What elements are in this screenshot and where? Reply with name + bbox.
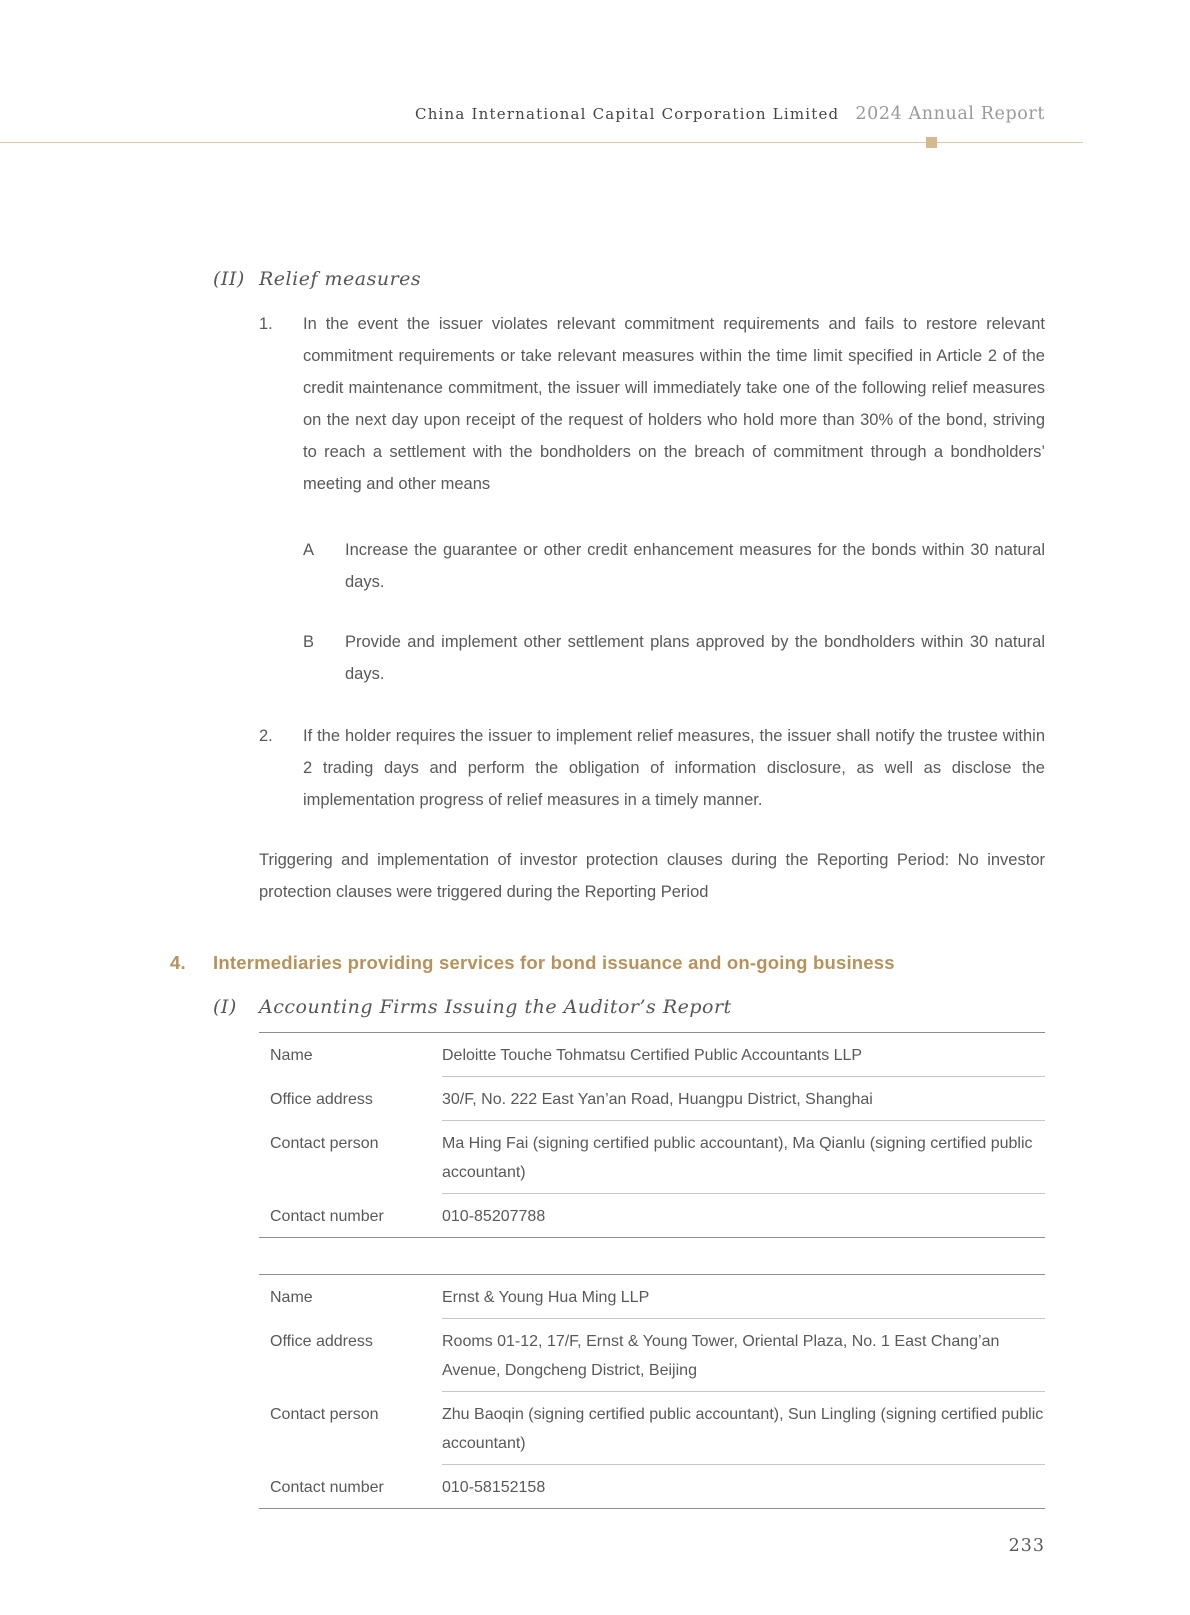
section-ii-title: Relief measures bbox=[259, 268, 422, 290]
row-label: Contact number bbox=[270, 1479, 384, 1496]
item-1-number: 1. bbox=[259, 315, 273, 333]
section-ii-label: (II) bbox=[213, 268, 245, 290]
table-row bbox=[259, 1319, 1045, 1392]
page-number: 233 bbox=[1008, 1536, 1045, 1556]
row-label: Contact number bbox=[270, 1208, 384, 1225]
item-1-text: In the event the issuer violates relevant commitment requirements and fails to restore relevant commitment requirements or take relevant measures within the time limit specified in Article 2 of the credit maintenance commitment, the issuer will immediately take one of the following relief measures on the next day upon receipt of the request of holders who hold more than 30% of the bond, striving to reach a settlement with the bondholders on the breach of commitment through a bondholders’ meeting and other means bbox=[303, 315, 1045, 493]
item-2-number: 2. bbox=[259, 727, 273, 745]
accounting-firm-table-2 bbox=[259, 1274, 1045, 1509]
header-rule bbox=[0, 142, 1083, 143]
row-label: Office address bbox=[270, 1333, 373, 1350]
table-row bbox=[259, 1033, 1045, 1077]
item-b-text: Provide and implement other settlement plans approved by the bondholders within 30 natural days. bbox=[345, 633, 1045, 683]
row-value: Ma Hing Fai (signing certified public accountant), Ma Qianlu (signing certified public accountant) bbox=[442, 1121, 1045, 1194]
page-header bbox=[0, 104, 1045, 124]
table-row bbox=[259, 1275, 1045, 1319]
section-ii-heading bbox=[213, 268, 1190, 290]
table-row bbox=[259, 1121, 1045, 1194]
report-title: 2024 Annual Report bbox=[855, 104, 1045, 124]
section-i-title: Accounting Firms Issuing the Auditor’s Report bbox=[259, 996, 732, 1018]
row-value: Ernst & Young Hua Ming LLP bbox=[442, 1275, 1045, 1319]
section-i-heading bbox=[213, 996, 1190, 1018]
lettered-item-b bbox=[303, 626, 1045, 690]
row-value: 010-85207788 bbox=[442, 1208, 546, 1225]
row-label: Name bbox=[270, 1289, 313, 1306]
row-value: 010-58152158 bbox=[442, 1479, 546, 1496]
numbered-item-1 bbox=[259, 308, 1045, 500]
item-2-text: If the holder requires the issuer to implement relief measures, the issuer shall notify the trustee within 2 trading days and perform the obligation of information disclosure, as well as disclose the implementation progress of relief measures in a timely manner. bbox=[303, 727, 1045, 809]
table-row bbox=[259, 1465, 1045, 1509]
section-4-title: Intermediaries providing services for bond issuance and on-going business bbox=[213, 952, 895, 973]
row-label: Office address bbox=[270, 1091, 373, 1108]
section-4-heading bbox=[170, 952, 1045, 974]
table-row bbox=[259, 1077, 1045, 1121]
accounting-firm-table-1 bbox=[259, 1032, 1045, 1238]
row-value: Rooms 01-12, 17/F, Ernst & Young Tower, Oriental Plaza, No. 1 East Chang’an Avenue, Dongcheng District, Beijing bbox=[442, 1319, 1045, 1392]
table-row bbox=[259, 1194, 1045, 1238]
item-a-text: Increase the guarantee or other credit enhancement measures for the bonds within 30 natural days. bbox=[345, 541, 1045, 591]
row-label: Contact person bbox=[270, 1406, 379, 1423]
section-i-label: (I) bbox=[213, 996, 237, 1018]
row-label: Contact person bbox=[270, 1135, 379, 1152]
row-label: Name bbox=[270, 1047, 313, 1064]
row-value: 30/F, No. 222 East Yan’an Road, Huangpu District, Shanghai bbox=[442, 1077, 1045, 1121]
row-value: Deloitte Touche Tohmatsu Certified Public Accountants LLP bbox=[442, 1033, 1045, 1077]
numbered-item-2 bbox=[259, 720, 1045, 816]
company-name: China International Capital Corporation Limited bbox=[415, 105, 840, 123]
item-a-letter: A bbox=[303, 541, 315, 559]
table-row bbox=[259, 1392, 1045, 1465]
section-4-number: 4. bbox=[170, 952, 186, 973]
lettered-item-a bbox=[303, 534, 1045, 598]
header-rule-square-icon bbox=[926, 137, 937, 148]
item-b-letter: B bbox=[303, 633, 315, 651]
investor-protection-paragraph: Triggering and implementation of investor protection clauses during the Reporting Period: No investor protection clauses were triggered during the Reporting Period bbox=[259, 851, 1045, 901]
row-value: Zhu Baoqin (signing certified public accountant), Sun Lingling (signing certified public accountant) bbox=[442, 1392, 1045, 1465]
